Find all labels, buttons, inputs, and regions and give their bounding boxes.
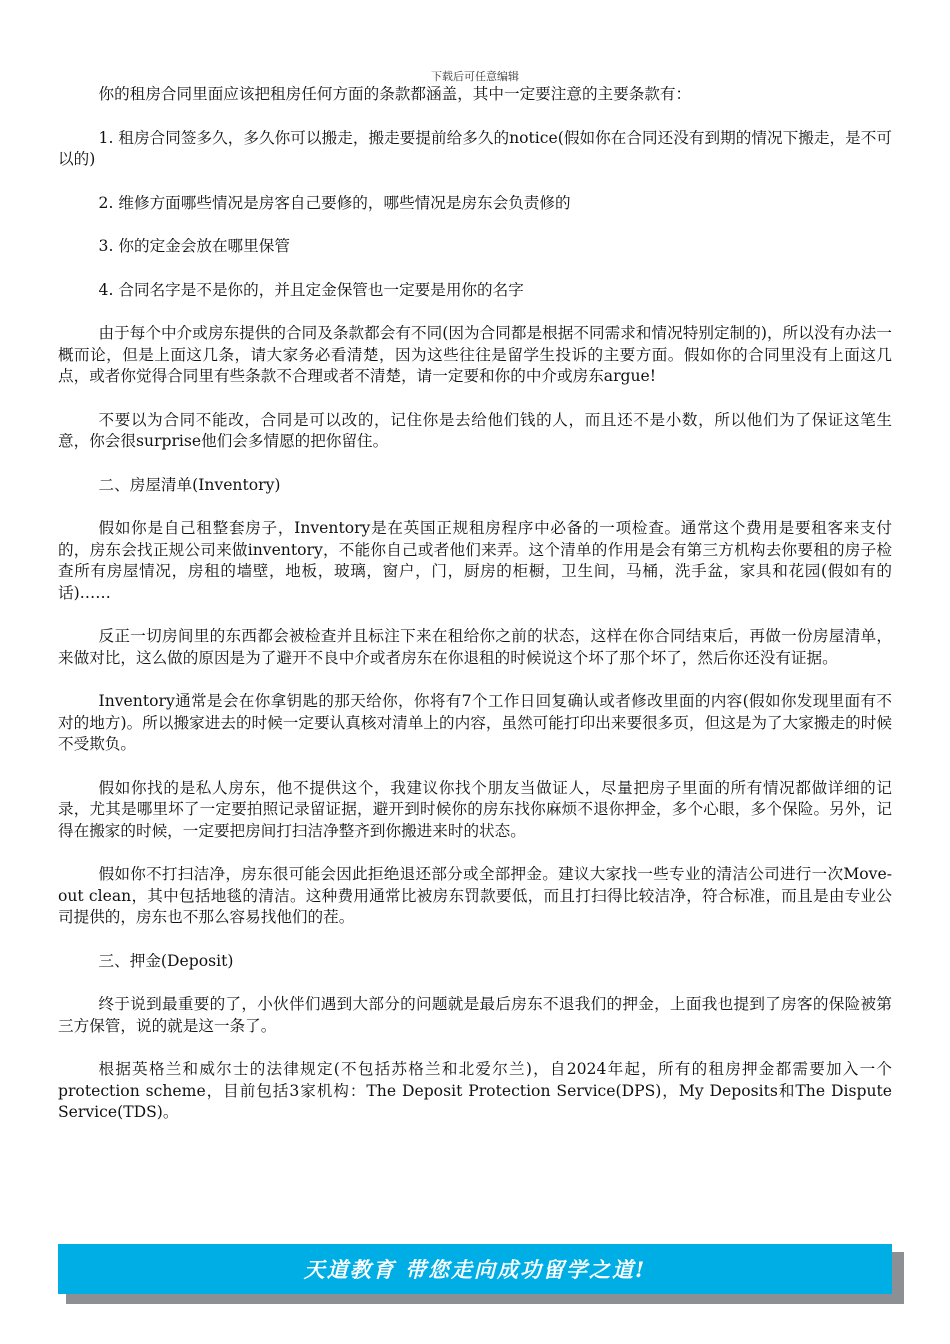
paragraph-private-landlord: 假如你找的是私人房东，他不提供这个，我建议你找个朋友当做证人，尽量把房子里面的所有情况都做详细的记录，尤其是哪里坏了一定要拍照记录留证据，避开到时候你的房东找你麻烦不退你押金，多个心眼，多个保险。另外，记得在搬家的时候，一定要把房间打扫洁净整齐到你搬进来时的状态。 <box>58 778 892 840</box>
list-item-3: 3. 你的定金会放在哪里保管 <box>98 237 290 255</box>
paragraph-inventory-timing: Inventory通常是会在你拿钥匙的那天给你，你将有7个工作日回复确认或者修改里面的内容(假如你发现里面有不对的地方)。所以搬家进去的时候一定要认真核对清单上的内容，虽然可能打印出来要很多页，但这是为了大家搬走的时候不受欺负。 <box>58 692 892 753</box>
footer-slogan: 天道教育 带您走向成功留学之道! <box>303 1257 647 1282</box>
section-heading-deposit: 三、押金(Deposit) <box>98 951 234 970</box>
paragraph-contract-differences: 由于每个中介或房东提供的合同及条款都会有不同(因为合同都是根据不同需求和情况特别定制的)，所以没有办法一概而论，但是上面这几条，请大家务必看清楚，因为这些往往是留学生投诉的主要方面。假如你的合同里没有上面这几点，或者你觉得合同里有些条款不合理或者不清楚，请一定要和你的中介或房东argue! <box>58 324 892 385</box>
document-body <box>58 84 892 1146</box>
paragraph-deposit-intro: 终于说到最重要的了，小伙伴们遇到大部分的问题就是最后房东不退我们的押金，上面我也提到了房客的保险被第三方保管，说的就是这一条了。 <box>58 995 892 1035</box>
list-item-2: 2. 维修方面哪些情况是房客自己要修的，哪些情况是房东会负责修的 <box>98 193 571 212</box>
paragraph-contract-changeable: 不要以为合同不能改，合同是可以改的，记住你是去给他们钱的人，而且还不是小数，所以他们为了保证这笔生意，你会很surprise他们会多情愿的把你留住。 <box>58 410 892 450</box>
list-item-1: 1. 租房合同签多久，多久你可以搬走，搬走要提前给多久的notice(假如你在合同还没有到期的情况下搬走，是不可以的) <box>58 128 892 168</box>
paragraph-inventory-check: 反正一切房间里的东西都会被检查并且标注下来在租给你之前的状态，这样在你合同结束后，再做一份房屋清单，来做对比，这么做的原因是为了避开不良中介或者房东在你退租的时候说这个坏了那个坏了，然后你还没有证据。 <box>58 627 892 667</box>
footer-banner <box>58 1244 892 1294</box>
paragraph-cleaning: 假如你不打扫洁净，房东很可能会因此拒绝退还部分或全部押金。建议大家找一些专业的清洁公司进行一次Move-out clean，其中包括地毯的清洁。这种费用通常比被房东罚款要低，而且打扫得比较洁净，符合标准，而且是由专业公司提供的，房东也不那么容易找他们的茬。 <box>58 865 892 926</box>
paragraph-deposit-law: 根据英格兰和威尔士的法律规定(不包括苏格兰和北爱尔兰)，自2024年起，所有的租房押金都需要加入一个protection scheme，目前包括3家机构：The Deposit Protection Service(DPS)，My Deposits和The Dispute Service(TDS)。 <box>58 1060 892 1121</box>
section-heading-inventory: 二、房屋清单(Inventory) <box>98 475 281 494</box>
paragraph-inventory-intro: 假如你是自己租整套房子，Inventory是在英国正规租房程序中必备的一项检查。通常这个费用是要租客来支付的，房东会找正规公司来做inventory，不能你自己或者他们来弄。这个清单的作用是会有第三方机构去你要租的房子检查所有房屋情况，房租的墙壁，地板，玻璃，窗户，门，厨房的柜橱，卫生间，马桶，洗手盆，家具和花园(假如有的话)…… <box>58 519 892 602</box>
paragraph-intro: 你的租房合同里面应该把租房任何方面的条款都涵盖，其中一定要注意的主要条款有： <box>98 85 692 103</box>
list-item-4: 4. 合同名字是不是你的，并且定金保管也一定要是用你的名字 <box>98 280 524 299</box>
page-header-note: 下载后可任意编辑 <box>431 70 519 83</box>
